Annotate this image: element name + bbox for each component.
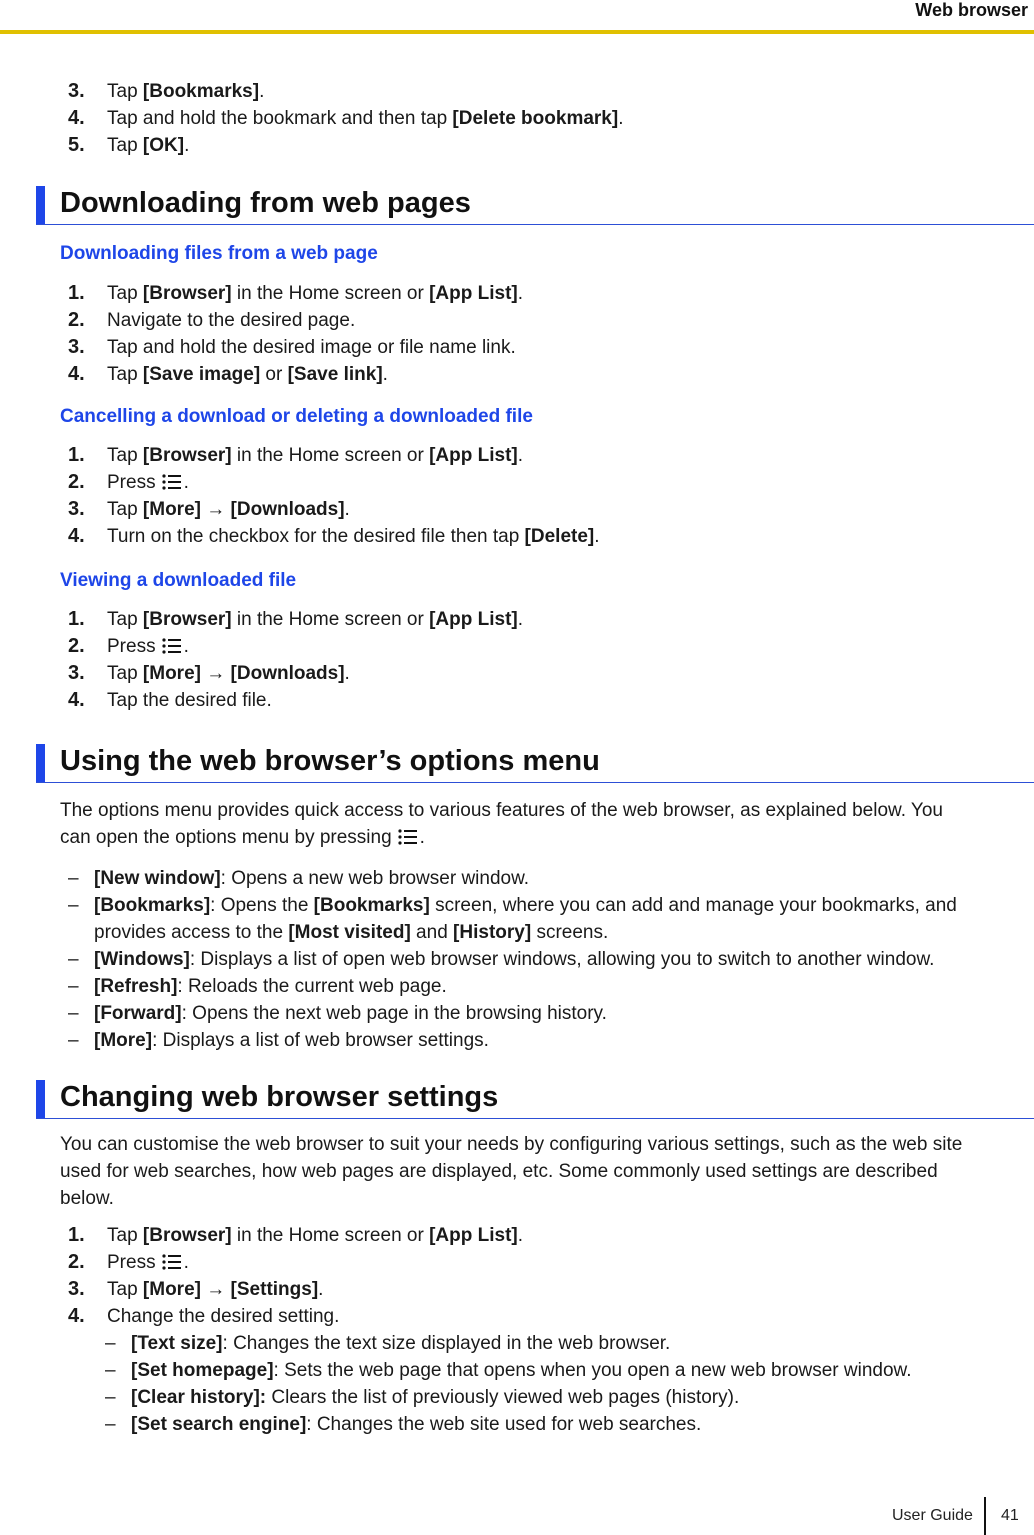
step-number: 3. bbox=[68, 80, 85, 102]
subheading-cancelling: Cancelling a download or deleting a downloaded file bbox=[60, 406, 533, 427]
section-heading-options-menu bbox=[36, 744, 1034, 783]
section-heading-bar bbox=[36, 186, 45, 224]
list-item: 2. Press . bbox=[68, 1251, 189, 1273]
menu-icon bbox=[162, 637, 182, 655]
intro-steps bbox=[0, 78, 1034, 159]
cancel-steps bbox=[0, 442, 1034, 550]
footer-separator bbox=[984, 1497, 986, 1535]
options-menu-list bbox=[68, 865, 1034, 1054]
list-item: – [Bookmarks]: Opens the [Bookmarks] screen, where you can add and manage your bookmarks, and provides access to the [Most visited] and [History] screens. bbox=[68, 895, 957, 943]
section-title: Changing web browser settings bbox=[60, 1081, 499, 1113]
list-item: 1. Tap [Browser] in the Home screen or [App List]. bbox=[68, 1224, 524, 1246]
list-item: – [New window]: Opens a new web browser window. bbox=[68, 868, 530, 889]
step-number: 4. bbox=[68, 107, 85, 129]
settings-steps bbox=[0, 1222, 1034, 1330]
section-heading-bar bbox=[36, 1080, 45, 1118]
list-item: – [Set search engine]: Changes the web site used for web searches. bbox=[105, 1414, 702, 1435]
list-item: 1. Tap [Browser] in the Home screen or [App List]. bbox=[68, 282, 524, 304]
list-item: 2. Navigate to the desired page. bbox=[68, 309, 356, 331]
list-item: 2. Press . bbox=[68, 635, 189, 657]
step-number: 5. bbox=[68, 134, 85, 156]
section-heading-downloading bbox=[36, 186, 1034, 225]
list-item: – [More]: Displays a list of web browser settings. bbox=[68, 1030, 489, 1051]
list-item: 4. Tap [Save image] or [Save link]. bbox=[68, 363, 388, 385]
list-item: – [Clear history]: Clears the list of previously viewed web pages (history). bbox=[105, 1387, 740, 1408]
list-item: 2. Press . bbox=[68, 471, 189, 493]
menu-icon bbox=[398, 828, 418, 846]
subheading-viewing: Viewing a downloaded file bbox=[60, 570, 297, 591]
list-item bbox=[0, 132, 1034, 159]
list-item bbox=[0, 78, 1034, 105]
menu-icon bbox=[162, 1253, 182, 1271]
step-text: Tap and hold the bookmark and then tap [Delete bookmark]. bbox=[107, 108, 624, 129]
menu-icon bbox=[162, 473, 182, 491]
list-item: 3. Tap and hold the desired image or file name link. bbox=[68, 336, 516, 358]
list-item: 3. Tap [More] → [Downloads]. bbox=[68, 662, 350, 684]
list-item: 4. Tap the desired file. bbox=[68, 689, 272, 711]
options-intro: The options menu provides quick access to various features of the web browser, as explained below. You can open the options menu by pressing . bbox=[60, 800, 943, 848]
settings-sub-list bbox=[105, 1330, 1034, 1438]
list-item: 4. Turn on the checkbox for the desired file then tap [Delete]. bbox=[68, 525, 600, 547]
header-rule bbox=[0, 30, 1034, 34]
section-heading-bar bbox=[36, 744, 45, 782]
section-title: Downloading from web pages bbox=[60, 187, 471, 219]
section-heading-settings bbox=[36, 1080, 1034, 1119]
list-item: – [Windows]: Displays a list of open web browser windows, allowing you to switch to another window. bbox=[68, 949, 935, 970]
list-item: – [Text size]: Changes the text size displayed in the web browser. bbox=[105, 1333, 671, 1354]
settings-intro: You can customise the web browser to suit your needs by configuring various settings, such as the web site used for web searches, how web pages are displayed, etc. Some commonly used settings are described below. bbox=[60, 1134, 963, 1209]
list-item bbox=[0, 105, 1034, 132]
list-item: 3. Tap [More] → [Settings]. bbox=[68, 1278, 324, 1300]
viewing-steps bbox=[0, 606, 1034, 714]
step-text: Tap [OK]. bbox=[107, 135, 190, 156]
list-item: 3. Tap [More] → [Downloads]. bbox=[68, 498, 350, 520]
download-steps bbox=[0, 280, 1034, 388]
list-item: 1. Tap [Browser] in the Home screen or [App List]. bbox=[68, 444, 524, 466]
list-item: – [Refresh]: Reloads the current web page. bbox=[68, 976, 447, 997]
running-header-title: Web browser bbox=[915, 0, 1028, 20]
section-title: Using the web browser’s options menu bbox=[60, 745, 600, 777]
list-item: – [Forward]: Opens the next web page in the browsing history. bbox=[68, 1003, 607, 1024]
list-item: 4. Change the desired setting. bbox=[68, 1305, 340, 1327]
page-number: 41 bbox=[1001, 1507, 1019, 1524]
footer-label: User Guide bbox=[892, 1507, 973, 1524]
subheading-downloading-files: Downloading files from a web page bbox=[60, 243, 378, 264]
step-text: Tap [Bookmarks]. bbox=[107, 81, 265, 102]
list-item: 1. Tap [Browser] in the Home screen or [App List]. bbox=[68, 608, 524, 630]
list-item: – [Set homepage]: Sets the web page that opens when you open a new web browser window. bbox=[105, 1360, 912, 1381]
